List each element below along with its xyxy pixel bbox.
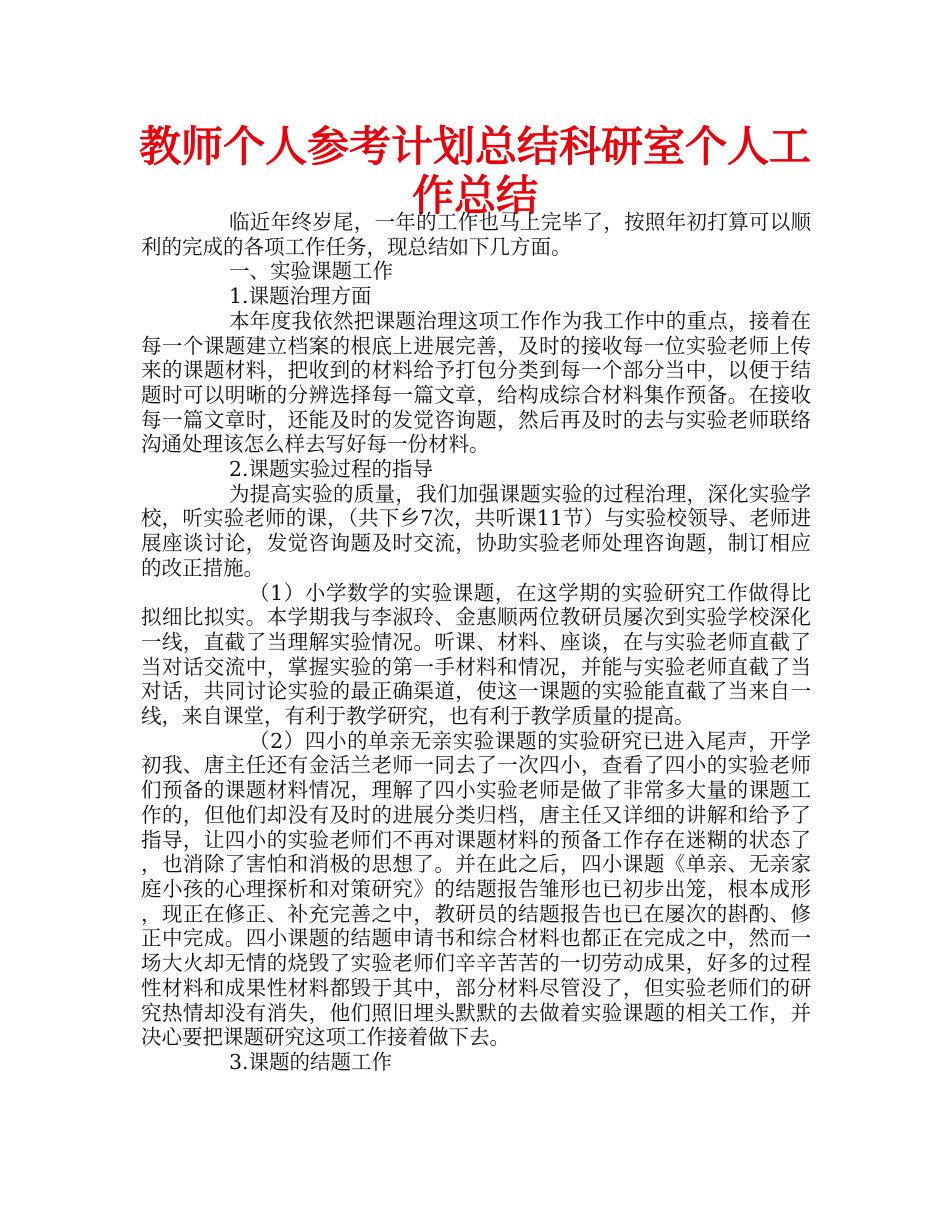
document-body (141, 210, 811, 1075)
process-guidance-paragraph: 为提高实验的质量，我们加强课题实验的过程治理，深化实验学校，听实验老师的课，（共下乡7次，共听课11节）与实验校领导、老师进展座谈讨论，发觉咨询题及时交流，协助实验老师处理咨询题，制订相应的改正措施。 (141, 481, 811, 580)
single-parent-topic-paragraph: （2）四小的单亲无亲实验课题的实验研究已进入尾声，开学初我、唐主任还有金活兰老师一同去了一次四小，查看了四小的实验老师们预备的课题材料情况，理解了四小实验老师是做了非常多大量的课题工作的，但他们却没有及时的进展分类归档，唐主任又详细的讲解和给予了指导，让四小的实验老师们不再对课题材料的预备工作存在迷糊的状态了，也消除了害怕和消极的思想了。并在此之后，四小课题《单亲、无亲家庭小孩的心理探析和对策研究》的结题报告雏形也已初步出笼，根本成形，现正在修正、补充完善之中，教研员的结题报告也已在屡次的斟酌、修正中完成。四小课题的结题申请书和综合材料也都正在完成之中，然而一场大火却无情的烧毁了实验老师们辛辛苦苦的一切劳动成果，好多的过程性材料和成果性材料都毁于其中，部分材料尽管没了，但实验老师们的研究热情却没有消失，他们照旧埋头默默的去做着实验课题的相关工作，并决心要把课题研究这项工作接着做下去。 (141, 728, 811, 1050)
section-heading-experiment-topics: 一、实验课题工作 (229, 259, 393, 284)
subsection-heading-process-guidance: 2.课题实验过程的指导 (229, 457, 434, 482)
subsection-heading-topic-conclusion: 3.课题的结题工作 (229, 1049, 393, 1074)
intro-paragraph: 临近年终岁尾，一年的工作也马上完毕了，按照年初打算可以顺利的完成的各项工作任务，现总结如下几方面。 (141, 210, 811, 259)
topic-management-paragraph: 本年度我依然把课题治理这项工作作为我工作中的重点，接着在每一个课题建立档案的根底上进展完善，及时的接收每一位实验老师上传来的课题材料，把收到的材料给予打包分类到每一个部分当中，以便于结题时可以明晰的分辨选择每一篇文章，给构成综合材料集作预备。在接收每一篇文章时，还能及时的发觉咨询题，然后再及时的去与实验老师联络沟通处理该怎么样去写好每一份材料。 (141, 308, 811, 457)
math-topic-paragraph: （1）小学数学的实验课题，在这学期的实验研究工作做得比拟细比拟实。本学期我与李淑玲、金惠顺两位教研员屡次到实验学校深化一线，直截了当理解实验情况。听课、材料、座谈，在与实验老师直截了当对话交流中，掌握实验的第一手材料和情况，并能与实验老师直截了当对话，共同讨论实验的最正确渠道，使这一课题的实验能直截了当来自一线，来自课堂，有利于教学研究，也有利于教学质量的提高。 (141, 580, 811, 729)
subsection-heading-topic-management: 1.课题治理方面 (229, 284, 372, 309)
document-title: 教师个人参考计划总结科研室个人工作总结 (138, 122, 811, 220)
